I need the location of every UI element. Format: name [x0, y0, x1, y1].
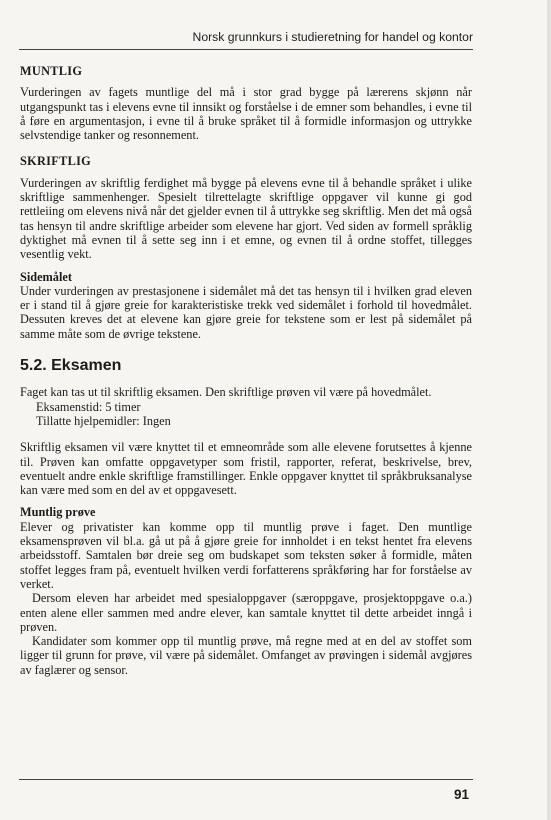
- section-title-eksamen: 5.2. Eksamen: [20, 357, 122, 375]
- heading-sidemalet: Sidemålet: [20, 269, 72, 284]
- header-rule: [19, 49, 473, 50]
- paragraph-muntlig-prove-1: Elever og privatister kan komme opp til muntlig prøve i faget. Den muntlige eksamensprøven vil bl.a. gå ut på å gjøre greie for innholdet i en tekst hentet fra elevens arbeidsstoff. Samtalen bør dreie seg om budskapet som teksten søker å formidle, måten stoffet legges fram på, eventuelt hvilken verdi forfatterens språkføring har for forståelse av verket.: [20, 519, 472, 591]
- heading-skriftlig: SKRIFTLIG: [20, 154, 92, 169]
- paragraph-muntlig-prove-3: Kandidater som kommer opp til muntlig prøve, må regne med at en del av stoffet som ligger til grunn for prøve, vil være på sidemålet. Omfanget av prøvingen i sidemål avgjøres av faglærer og sensor.: [20, 634, 472, 677]
- paragraph-muntlig: Vurderingen av fagets muntlige del må i stor grad bygge på lærerens skjønn når utgangspunkt tas i elevens evne til innsikt og forståelse i de emner som behandles, i evne til å føre en argumentasjon, i evne til å bruke språket til å formidle informasjon og uttrykke selvstendige tanker og resonnement.: [20, 85, 472, 143]
- paragraph-sidemalet: Under vurderingen av prestasjonene i sidemålet må det tas hensyn til i hvilken grad eleven er i stand til å gjøre greie for karakteristiske trekk ved sidemålet i forhold til hovedmålet. Dessuten kreves det at elevene kan gjøre greie for tekstene som er lest på sidemålet på samme måte som de øvrige tekstene.: [20, 283, 472, 341]
- heading-muntlig-prove: Muntlig prøve: [20, 505, 96, 520]
- paragraph-muntlig-prove-2: Dersom eleven har arbeidet med spesialoppgaver (særoppgave, prosjektoppgave o.a.) enten alene eller sammen med andre elever, kan samtale knyttet til dette arbeidet inngå i prøven.: [20, 591, 472, 634]
- paragraph-eksamen-intro: Faget kan tas ut til skriftlig eksamen. Den skriftlige prøven vil være på hovedmålet.: [20, 385, 432, 400]
- page-number: 91: [453, 787, 469, 802]
- paragraph-skriftlig: Vurderingen av skriftlig ferdighet må bygge på elevens evne til å behandle språket i ulike skriftlige sammenhenger. Spesielt tilrettelagte skriftlige oppgaver vil kunne gi god rettleiing om elevens nivå når det gjelder evnen til å uttrykke seg skriftlig. Men det må også tas hensyn til andre skriftlige arbeider som elevene har gjort. Ved siden av formell språklig dyktighet må evnen til å sette seg inn i et emne, og evnen til å ordne stoffet, tillegges vesentlig vekt.: [20, 175, 472, 262]
- page-content: [20, 64, 472, 677]
- running-header: Norsk grunnkurs i studieretning for handel og kontor: [192, 30, 473, 44]
- page-edge: [547, 0, 551, 820]
- footer-rule: [19, 779, 473, 780]
- exam-aids: Tillatte hjelpemidler: Ingen: [36, 413, 171, 428]
- paragraph-eksamen: Skriftlig eksamen vil være knyttet til et emneområde som alle elevene forutsettes å kjenne til. Prøven kan omfatte oppgavetyper som fristil, rapporter, referat, beskrivelse, brev, eventuelt andre enkle skriftlige framstillinger. Enkle oppgaver knyttet til språkbruksanalyse kan være med som en del av et oppgavesett.: [20, 440, 472, 498]
- heading-muntlig: MUNTLIG: [20, 64, 83, 78]
- exam-time: Eksamenstid: 5 timer: [36, 399, 141, 414]
